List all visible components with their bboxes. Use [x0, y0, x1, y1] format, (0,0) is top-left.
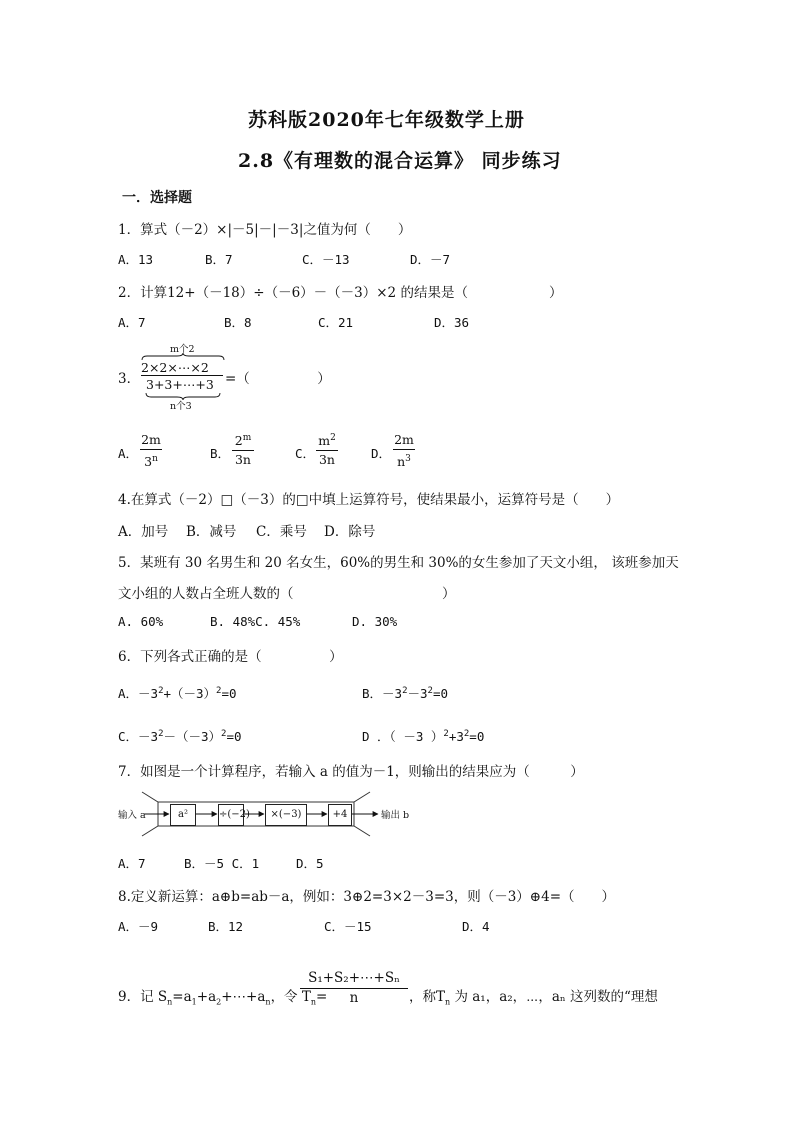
q8-option-a: A．－9	[118, 919, 159, 934]
q8-option-b: B．12	[208, 919, 244, 934]
page-title: 苏科版2020年七年级数学上册	[248, 109, 525, 131]
q7-box-divide: ÷(−2)	[218, 804, 244, 826]
q8-option-d: D．4	[462, 919, 490, 934]
q8-stem: 8.定义新运算：a⊕b=ab－a，例如：3⊕2=3×2－3=3，则（－3）⊕4=（ ）	[118, 889, 616, 905]
q6-option-d: D ．（ －3 ）$^2+3^2=0$	[362, 728, 485, 744]
q5-stem-line2: 文小组的人数占全班人数的（ ）	[118, 586, 456, 602]
q3-option-d-label: D．	[371, 446, 392, 461]
q4-stem: 4.在算式（－2）□（－3）的□中填上运算符号，使结果最小，运算符号是（ ）	[118, 492, 620, 508]
q6-option-b: B．$-3^2-3^2=0$	[362, 685, 448, 701]
q4-option-b: B．减号	[186, 524, 237, 540]
q3-option-b-label: B．	[210, 446, 231, 461]
q7-box-add: +4	[328, 804, 352, 826]
q4-option-d: D．除号	[324, 524, 376, 540]
q9-stem-end: ，称$T_n$ 为 a₁，a₂，⋯，aₙ 这列数的“理想	[409, 989, 658, 1007]
q5-option-bc: B. 48%C. 45%	[210, 614, 301, 629]
q6-option-c: C．$-3^2-(-3)^2=0$	[118, 728, 242, 744]
q3-numerator: 2×2×⋯×2	[141, 360, 209, 375]
q9-stem-start: 9．记 $S_n=a_1+a_2+\cdots+a_n$，令 $T_n=$	[118, 989, 328, 1007]
q3-option-a-numerator: 2m	[141, 432, 161, 447]
q3-tail: =（ ）	[225, 371, 331, 387]
q3-option-d-fraction	[393, 432, 415, 470]
q6-option-a: A．$-3^2+(-3)^2=0$	[118, 685, 237, 701]
q1-option-a: A．13	[118, 252, 154, 267]
q1-option-c: C．－13	[302, 252, 350, 267]
q5-option-d: D. 30%	[352, 614, 398, 629]
q4-option-a: A．加号	[118, 524, 169, 540]
q7-input-label: 输入 a	[118, 810, 146, 821]
q2-option-c: C．21	[318, 315, 354, 330]
q2-option-a: A．7	[118, 315, 146, 330]
q7-option-d: D．5	[296, 856, 324, 871]
q2-stem: 2．计算12+（－18）÷（－6）－（－3）×2 的结果是（ ）	[118, 285, 563, 301]
q5-option-a: A. 60%	[118, 614, 164, 629]
q4-option-c: C．乘号	[256, 524, 307, 540]
q3-option-d-numerator: 2m	[394, 432, 414, 447]
q7-output-label: 输出 b	[381, 810, 410, 821]
q3-option-c-numerator: $m^2$	[318, 433, 336, 449]
q9-fraction	[300, 970, 408, 1007]
q3-option-d-denominator: $n^3$	[397, 454, 411, 470]
q3-number: 3．	[118, 371, 141, 387]
q9-denominator: n	[349, 990, 359, 1006]
q3-option-a-denominator: 3$^n$	[144, 454, 158, 470]
q3-option-c-denominator: 3n	[318, 452, 335, 468]
q7-box-multiply: ×(−3)	[265, 804, 307, 826]
q3-option-b-denominator: 3n	[234, 452, 251, 468]
section-heading: 一．选择题	[122, 190, 192, 206]
q7-option-bc: B．－5 C．1	[184, 856, 260, 871]
q3-option-b-numerator: 2$^m$	[234, 433, 252, 449]
q1-option-d: D．－7	[410, 252, 451, 267]
q3-denominator: 3+3+⋯+3	[146, 377, 214, 392]
q3-option-c-fraction	[316, 430, 338, 468]
q6-stem: 6．下列各式正确的是（ ）	[118, 649, 343, 665]
q7-option-a: A．7	[118, 856, 146, 871]
q5-stem-line1: 5．某班有 30 名男生和 20 名女生，60%的男生和 30%的女生参加了天文小组， 该班参加天	[118, 555, 679, 571]
q3-option-b-fraction	[232, 430, 254, 468]
q1-option-b: B．7	[205, 252, 233, 267]
q2-option-d: D．36	[434, 315, 470, 330]
q1-stem: 1．算式（－2）×|－5|－|－3|之值为何（ ）	[118, 222, 412, 238]
q7-stem: 7．如图是一个计算程序，若输入 a 的值为－1，则输出的结果应为（ ）	[118, 764, 584, 780]
q3-fraction-bar	[141, 375, 223, 376]
q3-option-a-fraction	[140, 432, 162, 470]
q9-numerator: S₁+S₂+⋯+Sₙ	[308, 970, 400, 986]
q3-bottom-label: n个3	[170, 401, 192, 412]
q8-option-c: C．－15	[324, 919, 372, 934]
page-subtitle: 2.8《有理数的混合运算》 同步练习	[238, 150, 562, 172]
q3-option-a-label: A．	[118, 446, 139, 461]
q3-option-c-label: C．	[295, 446, 316, 461]
q3-top-label: m个2	[170, 344, 195, 355]
q2-option-b: B．8	[224, 315, 252, 330]
q7-box-square: a²	[170, 804, 196, 826]
